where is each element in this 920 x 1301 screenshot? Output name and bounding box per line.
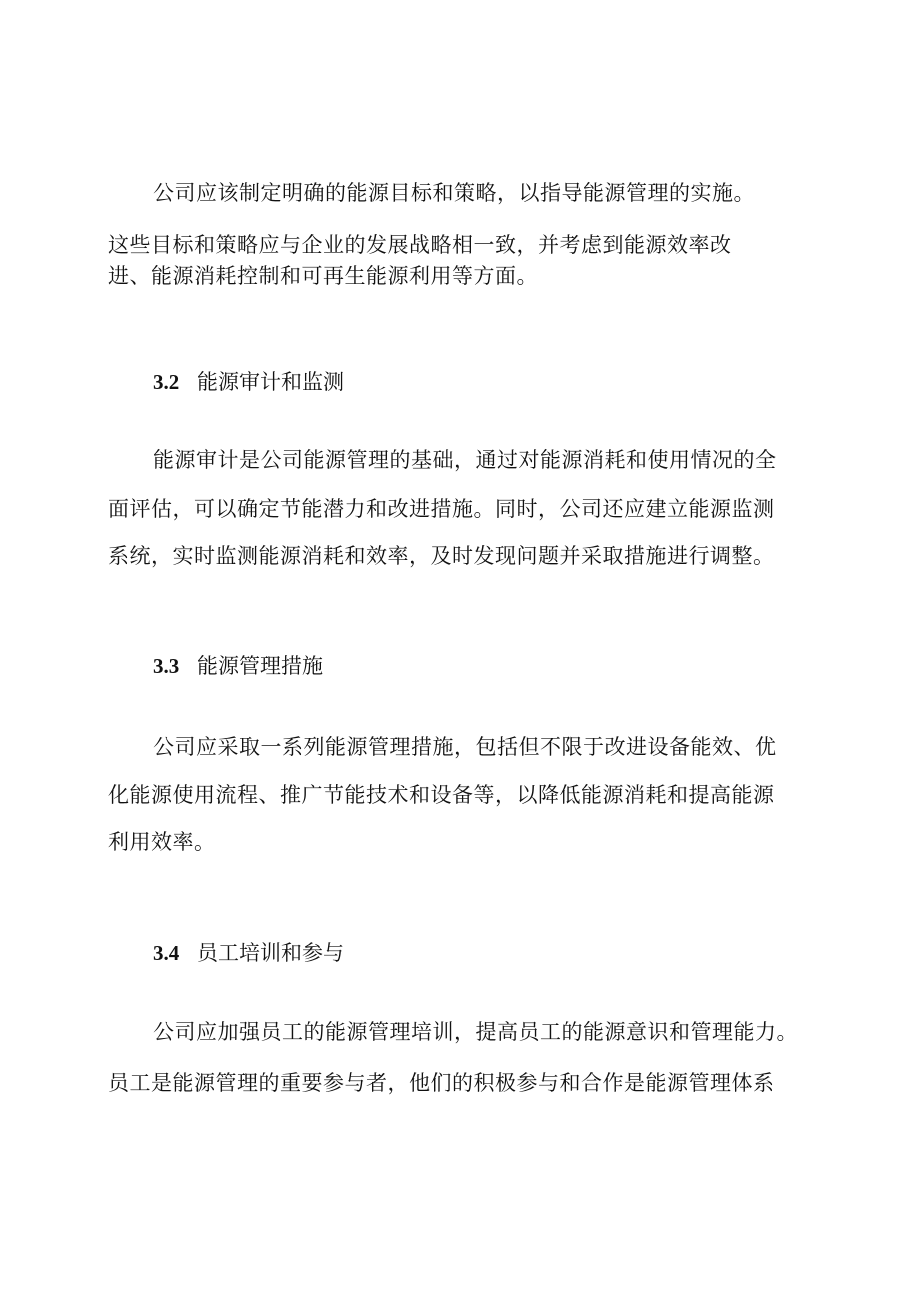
paragraph-1-line-1: 公司应该制定明确的能源目标和策略，以指导能源管理的实施。 bbox=[153, 181, 755, 205]
section-3-4-number: 3.4 bbox=[153, 941, 180, 965]
section-3-4-title: 员工培训和参与 bbox=[197, 941, 344, 965]
section-3-2-line-2: 面评估，可以确定节能潜力和改进措施。同时，公司还应建立能源监测 bbox=[108, 497, 775, 521]
section-3-3-line-1: 公司应采取一系列能源管理措施，包括但不限于改进设备能效、优 bbox=[153, 735, 777, 759]
section-3-4-heading bbox=[153, 938, 344, 968]
section-3-3-title: 能源管理措施 bbox=[197, 654, 323, 678]
section-3-2-line-1: 能源审计是公司能源管理的基础，通过对能源消耗和使用情况的全 bbox=[153, 448, 777, 472]
section-3-3-heading bbox=[153, 651, 323, 681]
section-3-2-number: 3.2 bbox=[153, 370, 180, 394]
paragraph-1-line-3: 进、能源消耗控制和可再生能源利用等方面。 bbox=[108, 264, 538, 288]
section-3-2-line-3: 系统，实时监测能源消耗和效率，及时发现问题并采取措施进行调整。 bbox=[108, 544, 775, 568]
section-3-3-line-3: 利用效率。 bbox=[108, 830, 216, 854]
section-3-3-number: 3.3 bbox=[153, 654, 180, 678]
section-3-2-title: 能源审计和监测 bbox=[197, 370, 344, 394]
section-3-2-heading bbox=[153, 367, 344, 397]
section-3-4-line-2: 员工是能源管理的重要参与者，他们的积极参与和合作是能源管理体系 bbox=[108, 1071, 775, 1095]
section-3-3-line-2: 化能源使用流程、推广节能技术和设备等，以降低能源消耗和提高能源 bbox=[108, 783, 775, 807]
paragraph-1-line-2: 这些目标和策略应与企业的发展战略相一致，并考虑到能源效率改 bbox=[108, 233, 732, 257]
section-3-4-line-1: 公司应加强员工的能源管理培训，提高员工的能源意识和管理能力。 bbox=[153, 1020, 798, 1044]
